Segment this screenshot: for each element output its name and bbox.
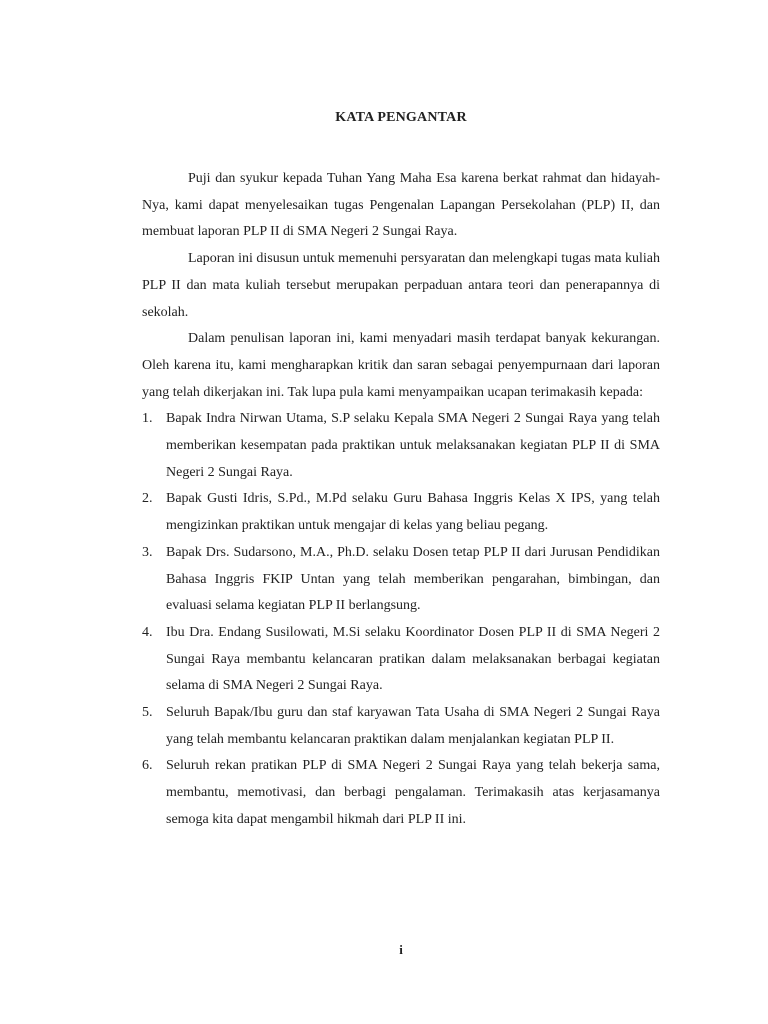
document-body xyxy=(142,166,660,834)
list-item-text: Bapak Drs. Sudarsono, M.A., Ph.D. selaku Dosen tetap PLP II dari Jurusan Pendidikan Bahasa Inggris FKIP Untan yang telah memberikan pengarahan, bimbingan, dan evaluasi selama kegiatan PLP II berlangsung. xyxy=(166,544,660,614)
list-item xyxy=(142,406,660,486)
list-item xyxy=(142,700,660,753)
list-item xyxy=(142,620,660,700)
paragraph-purpose: Laporan ini disusun untuk memenuhi persyaratan dan melengkapi tugas mata kuliah PLP II dan mata kuliah tersebut merupakan perpaduan antara teori dan penerapannya di sekolah. xyxy=(142,251,660,320)
list-item-text: Seluruh Bapak/Ibu guru dan staf karyawan Tata Usaha di SMA Negeri 2 Sungai Raya yang telah membantu kelancaran praktikan dalam menjalankan kegiatan PLP II. xyxy=(166,705,660,747)
list-item-number: 6. xyxy=(142,758,153,774)
list-item xyxy=(142,486,660,539)
list-item xyxy=(142,753,660,833)
paragraph-acknowledgement-intro: Dalam penulisan laporan ini, kami menyadari masih terdapat banyak kekurangan. Oleh karena itu, kami mengharapkan kritik dan saran sebagai penyempurnaan dari laporan yang telah dikerjakan ini. Tak lupa pula kami menyampaikan ucapan terimakasih kepada: xyxy=(142,331,660,400)
paragraph-gratitude: Puji dan syukur kepada Tuhan Yang Maha Esa karena berkat rahmat dan hidayah-Nya, kami dapat menyelesaikan tugas Pengenalan Lapangan Persekolahan (PLP) II, dan membuat laporan PLP II di SMA Negeri 2 Sungai Raya. xyxy=(142,171,660,240)
list-item-text: Bapak Gusti Idris, S.Pd., M.Pd selaku Guru Bahasa Inggris Kelas X IPS, yang telah mengizinkan praktikan untuk mengajar di kelas yang beliau pegang. xyxy=(166,491,660,534)
page-title: KATA PENGANTAR xyxy=(335,110,467,125)
list-item-number: 1. xyxy=(142,411,153,427)
list-item-number: 2. xyxy=(142,491,153,507)
list-item-text: Ibu Dra. Endang Susilowati, M.Si selaku Koordinator Dosen PLP II di SMA Negeri 2 Sungai Raya membantu kelancaran pratikan dalam melaksanakan berbagai kegiatan selama di SMA Negeri 2 Sungai Raya. xyxy=(166,624,660,694)
list-item-text: Bapak Indra Nirwan Utama, S.P selaku Kepala SMA Negeri 2 Sungai Raya yang telah memberikan kesempatan pada praktikan untuk melaksanakan kegiatan PLP II di SMA Negeri 2 Sungai Raya. xyxy=(166,411,660,480)
page-number: i xyxy=(399,942,403,957)
list-item-number: 4. xyxy=(142,624,153,640)
acknowledgement-list xyxy=(142,406,660,833)
list-item-text: Seluruh rekan pratikan PLP di SMA Negeri 2 Sungai Raya yang telah bekerja sama, membantu, memotivasi, dan berbagi pengalaman. Terimakasih atas kerjasamanya semoga kita dapat mengambil hikmah dari PLP II ini. xyxy=(166,758,660,827)
list-item-number: 3. xyxy=(142,544,153,560)
document-page xyxy=(142,0,660,1024)
list-item xyxy=(142,540,660,620)
list-item-number: 5. xyxy=(142,705,153,721)
